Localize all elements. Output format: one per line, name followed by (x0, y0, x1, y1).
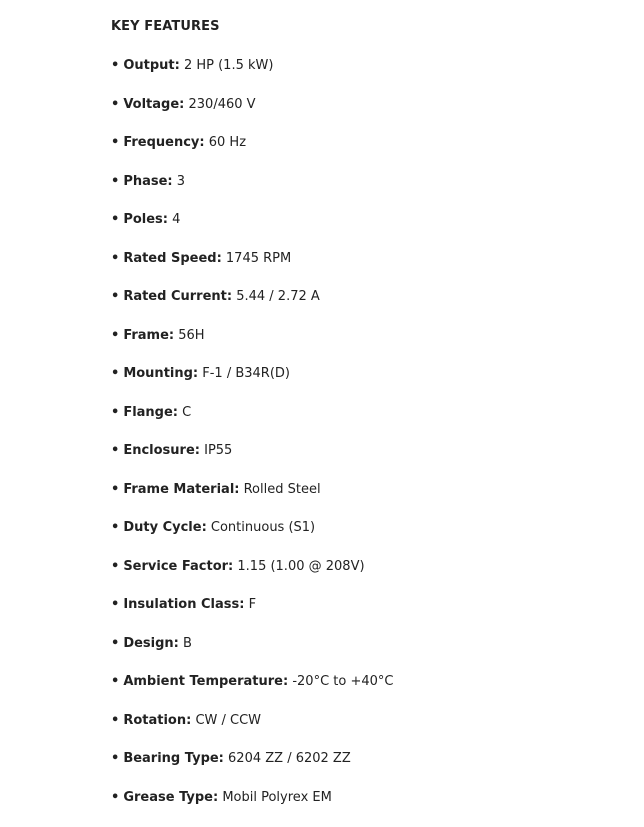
feature-item-insulation-class (111, 596, 611, 614)
feature-value: F-1 / B34R(D) (202, 366, 290, 381)
feature-value: 1745 RPM (225, 250, 292, 266)
feature-label: Voltage: (123, 96, 185, 112)
feature-value: B (183, 635, 192, 651)
bullet: • (111, 751, 120, 766)
bullet: • (111, 366, 120, 381)
feature-item-ambient-temperature (111, 673, 611, 691)
feature-list (111, 57, 611, 807)
feature-item-voltage (111, 96, 611, 114)
feature-label: Mounting: (123, 366, 199, 381)
feature-value: 230/460 V (188, 96, 256, 112)
feature-value: 1.15 (1.00 @ 208V) (237, 558, 365, 574)
bullet: • (111, 481, 120, 497)
feature-item-bearing-type (111, 750, 611, 768)
feature-label: Duty Cycle: (123, 520, 207, 535)
bullet: • (111, 289, 120, 304)
feature-value: C (182, 404, 192, 420)
bullet: • (111, 520, 120, 535)
feature-item-mounting (111, 365, 611, 383)
feature-label: Ambient Temperature: (123, 674, 289, 689)
feature-value: CW / CCW (195, 712, 262, 728)
feature-label: Frame Material: (123, 481, 240, 497)
feature-value: 3 (176, 173, 186, 189)
feature-label: Rated Speed: (123, 250, 222, 266)
feature-item-frequency (111, 134, 611, 152)
feature-item-frame (111, 327, 611, 345)
feature-value: 60 Hz (208, 135, 247, 150)
feature-value: -20°C to +40°C (292, 674, 394, 689)
feature-item-rated-speed (111, 250, 611, 268)
feature-item-enclosure (111, 442, 611, 460)
feature-value: Continuous (S1) (210, 520, 316, 535)
feature-label: Insulation Class: (123, 597, 245, 612)
feature-item-poles (111, 211, 611, 229)
bullet: • (111, 789, 120, 805)
feature-item-design (111, 635, 611, 653)
feature-value: 6204 ZZ / 6202 ZZ (228, 751, 351, 766)
feature-item-frame-material (111, 481, 611, 499)
bullet: • (111, 212, 120, 227)
bullet: • (111, 96, 120, 112)
bullet: • (111, 327, 120, 343)
feature-value: 4 (172, 212, 181, 227)
feature-label: Output: (123, 58, 180, 73)
feature-item-flange (111, 404, 611, 422)
bullet: • (111, 443, 120, 458)
feature-label: Design: (123, 635, 179, 651)
feature-value: Mobil Polyrex EM (222, 789, 332, 805)
feature-label: Poles: (123, 212, 168, 227)
feature-label: Rotation: (123, 712, 192, 728)
bullet: • (111, 135, 120, 150)
bullet: • (111, 58, 120, 73)
bullet: • (111, 635, 120, 651)
bullet: • (111, 173, 120, 189)
feature-item-rated-current (111, 288, 611, 306)
feature-label: Grease Type: (123, 789, 219, 805)
bullet: • (111, 404, 120, 420)
feature-label: Frequency: (123, 135, 205, 150)
bullet: • (111, 250, 120, 266)
section-heading: KEY FEATURES (111, 19, 220, 34)
feature-value: IP55 (204, 443, 233, 458)
feature-label: Service Factor: (123, 558, 234, 574)
feature-item-rotation (111, 712, 611, 730)
feature-item-phase (111, 173, 611, 191)
feature-item-output (111, 57, 611, 75)
feature-label: Frame: (123, 327, 175, 343)
feature-item-grease-type (111, 789, 611, 807)
feature-label: Phase: (123, 173, 173, 189)
feature-value: 2 HP (1.5 kW) (183, 58, 274, 73)
feature-value: 56H (178, 327, 205, 343)
feature-label: Flange: (123, 404, 178, 420)
bullet: • (111, 558, 120, 574)
bullet: • (111, 597, 120, 612)
feature-value: 5.44 / 2.72 A (236, 289, 320, 304)
feature-label: Enclosure: (123, 443, 200, 458)
feature-item-service-factor (111, 558, 611, 576)
bullet: • (111, 674, 120, 689)
feature-value: F (248, 597, 257, 612)
feature-item-duty-cycle (111, 519, 611, 537)
feature-value: Rolled Steel (243, 481, 321, 497)
bullet: • (111, 712, 120, 728)
key-features-section (111, 18, 611, 827)
feature-label: Bearing Type: (123, 751, 224, 766)
feature-label: Rated Current: (123, 289, 233, 304)
